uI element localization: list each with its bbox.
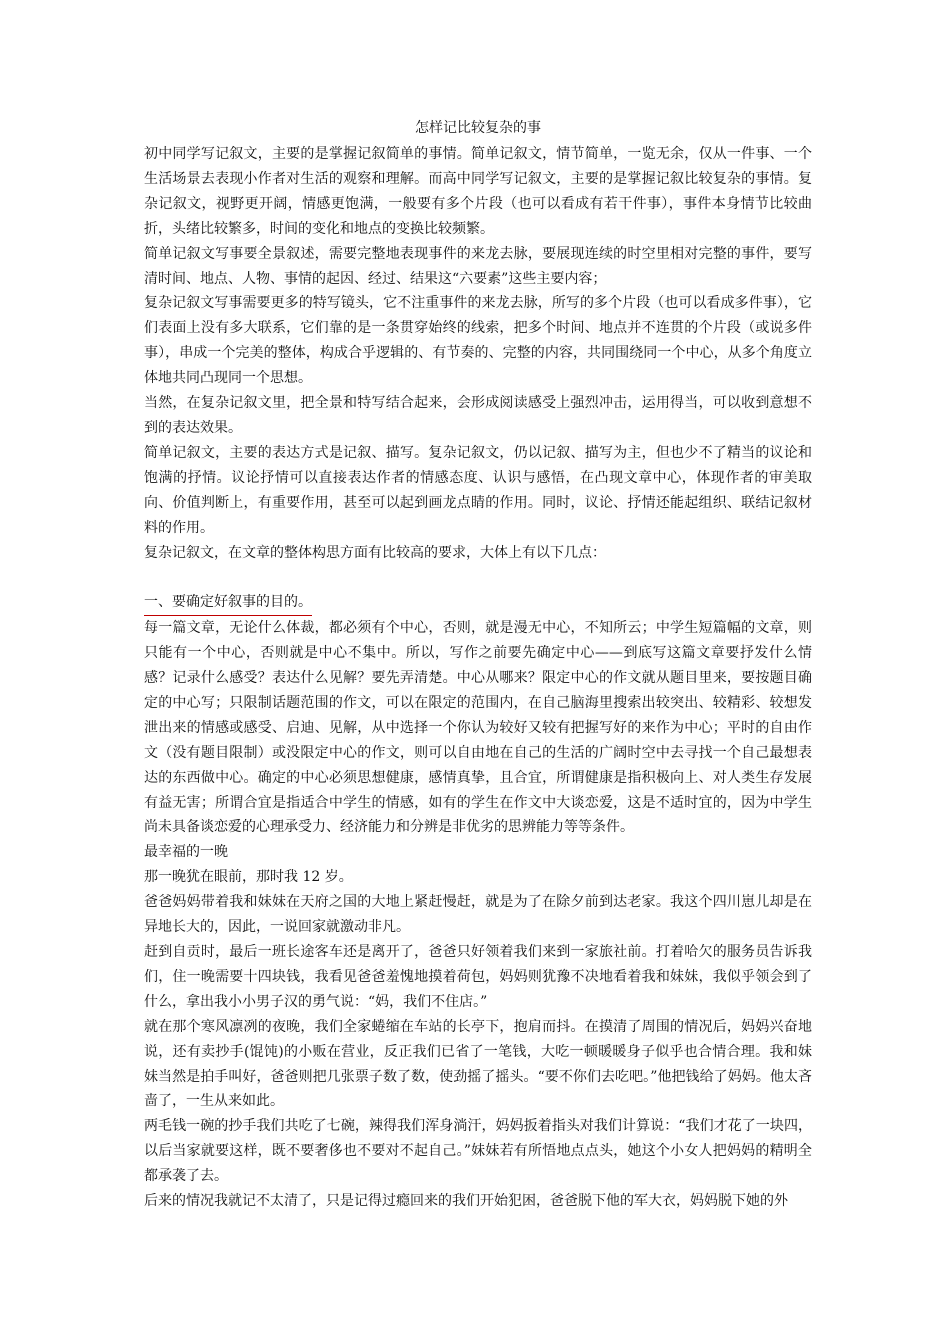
document-title: 怎样记比较复杂的事 xyxy=(415,120,541,136)
section-heading-row xyxy=(144,590,812,616)
blank-line xyxy=(144,565,812,590)
paragraph: 简单记叙文，主要的表达方式是记叙、描写。复杂记叙文，仍以记叙、描写为主，但也少不了精当的议论和饱满的抒情。议论抒情可以直接表达作者的情感态度、认识与感悟，在凸现文章中心，体现作者的审美取向、价值判断上，有重要作用，甚至可以起到画龙点睛的作用。同时，议论、抒情还能起组织、联结记叙材料的作用。 xyxy=(144,444,812,536)
paragraph: 赶到自贡时，最后一班长途客车还是离开了，爸爸只好领着我们来到一家旅社前。打着哈欠的服务员告诉我们，住一晚需要十四块钱，我看见爸爸羞愧地摸着荷包，妈妈则犹豫不决地看着我和妹妹，我似乎领会到了什么，拿出我小小男子汉的勇气说：“妈，我们不住店。” xyxy=(144,943,812,1010)
paragraph: 爸爸妈妈带着我和妹妹在天府之国的大地上紧赶慢赶，就是为了在除夕前到达老家。我这个四川崽儿却是在异地长大的，因此，一说回家就激动非凡。 xyxy=(144,894,812,936)
paragraph: 那一晚犹在眼前，那时我 12 岁。 xyxy=(144,869,353,886)
paragraph: 当然，在复杂记叙文里，把全景和特写结合起来，会形成阅读感受上强烈冲击，运用得当，可以收到意想不到的表达效果。 xyxy=(144,395,812,436)
document-page xyxy=(144,118,812,1214)
paragraph: 就在那个寒风凛冽的夜晚，我们全家蜷缩在车站的长亭下，抱肩而抖。在摸清了周围的情况后，妈妈兴奋地说，还有卖抄手(馄饨)的小贩在营业，反正我们已省了一笔钱，大吃一顿暖暖身子似乎也合情合理。我和妹妹当然是拍手叫好，爸爸则把几张票子数了数，使劲摇了摇头。“要不你们去吃吧。”他把钱给了妈妈。他太吝啬了，一生从来如此。 xyxy=(144,1018,812,1110)
section-heading: 一、要确定好叙事的目的。 xyxy=(144,590,312,616)
paragraph: 初中同学写记叙文，主要的是掌握记叙简单的事情。简单记叙文，情节简单，一览无余，仅从一件事、一个生活场景去表现小作者对生活的观察和理解。而高中同学写记叙文，主要的是掌握记叙比较复杂的事情。复杂记叙文，视野更开阔，情感更饱满，一般要有多个片段（也可以看成有若干件事），事件本身情节比较曲折，头绪比较繁多，时间的变化和地点的变换比较频繁。 xyxy=(144,146,812,237)
paragraph: 后来的情况我就记不太清了，只是记得过瘾回来的我们开始犯困，爸爸脱下他的军大衣，妈妈脱下她的外 xyxy=(144,1193,788,1210)
paragraph: 简单记叙文写事要全景叙述，需要完整地表现事件的来龙去脉，要展现连续的时空里相对完整的事件，要写清时间、地点、人物、事情的起因、经过、结果这“六要素”这些主要内容； xyxy=(144,245,812,287)
paragraph: 每一篇文章，无论什么体裁，都必须有个中心，否则，就是漫无中心，不知所云；中学生短篇幅的文章，则只能有一个中心，否则就是中心不集中。所以，写作之前要先确定中心——到底写这篇文章要抒发什么情感？记录什么感受？表达什么见解？要先弄清楚。中心从哪来？限定中心的作文就从题目里来，要按题目确定的中心写；只限制话题范围的作文，可以在限定的范围内，在自己脑海里搜索出较突出、较精彩、较想发泄出来的情感或感受、启迪、见解，从中选择一个你认为较好又较有把握写好的来作为中心；平时的自由作文（没有题目限制）或没限定中心的作文，则可以自由地在自己的生活的广阔时空中去寻找一个自己最想表达的东西做中心。确定的中心必须思想健康，感情真挚，且合宜，所谓健康是指积极向上、对人类生存发展有益无害；所谓合宜是指适合中学生的情感，如有的学生在作文中大谈恋爱，这是不适时宜的，因为中学生尚未具备谈恋爱的心理承受力、经济能力和分辨是非优劣的思辨能力等等条件。 xyxy=(144,620,812,836)
paragraph: 复杂记叙文，在文章的整体构思方面有比较高的要求，大体上有以下几点： xyxy=(144,544,606,561)
story-title: 最幸福的一晚 xyxy=(144,844,228,861)
paragraph: 两毛钱一碗的抄手我们共吃了七碗，辣得我们浑身淌汗，妈妈扳着指头对我们计算说：“我们才花了一块四，以后当家就要这样，既不要奢侈也不要对不起自己。”妹妹若有所悟地点点头，她这个小女人把妈妈的精明全都承袭了去。 xyxy=(144,1118,812,1185)
paragraph: 复杂记叙文写事需要更多的特写镜头，它不注重事件的来龙去脉，所写的多个片段（也可以看成多件事），它们表面上没有多大联系，它们靠的是一条贯穿始终的线索，把多个时间、地点并不连贯的个片段（或说多件事），串成一个完美的整体，构成合乎逻辑的、有节奏的、完整的内容，共同围绕同一个中心，从多个角度立体地共同凸现同一个思想。 xyxy=(144,295,812,387)
